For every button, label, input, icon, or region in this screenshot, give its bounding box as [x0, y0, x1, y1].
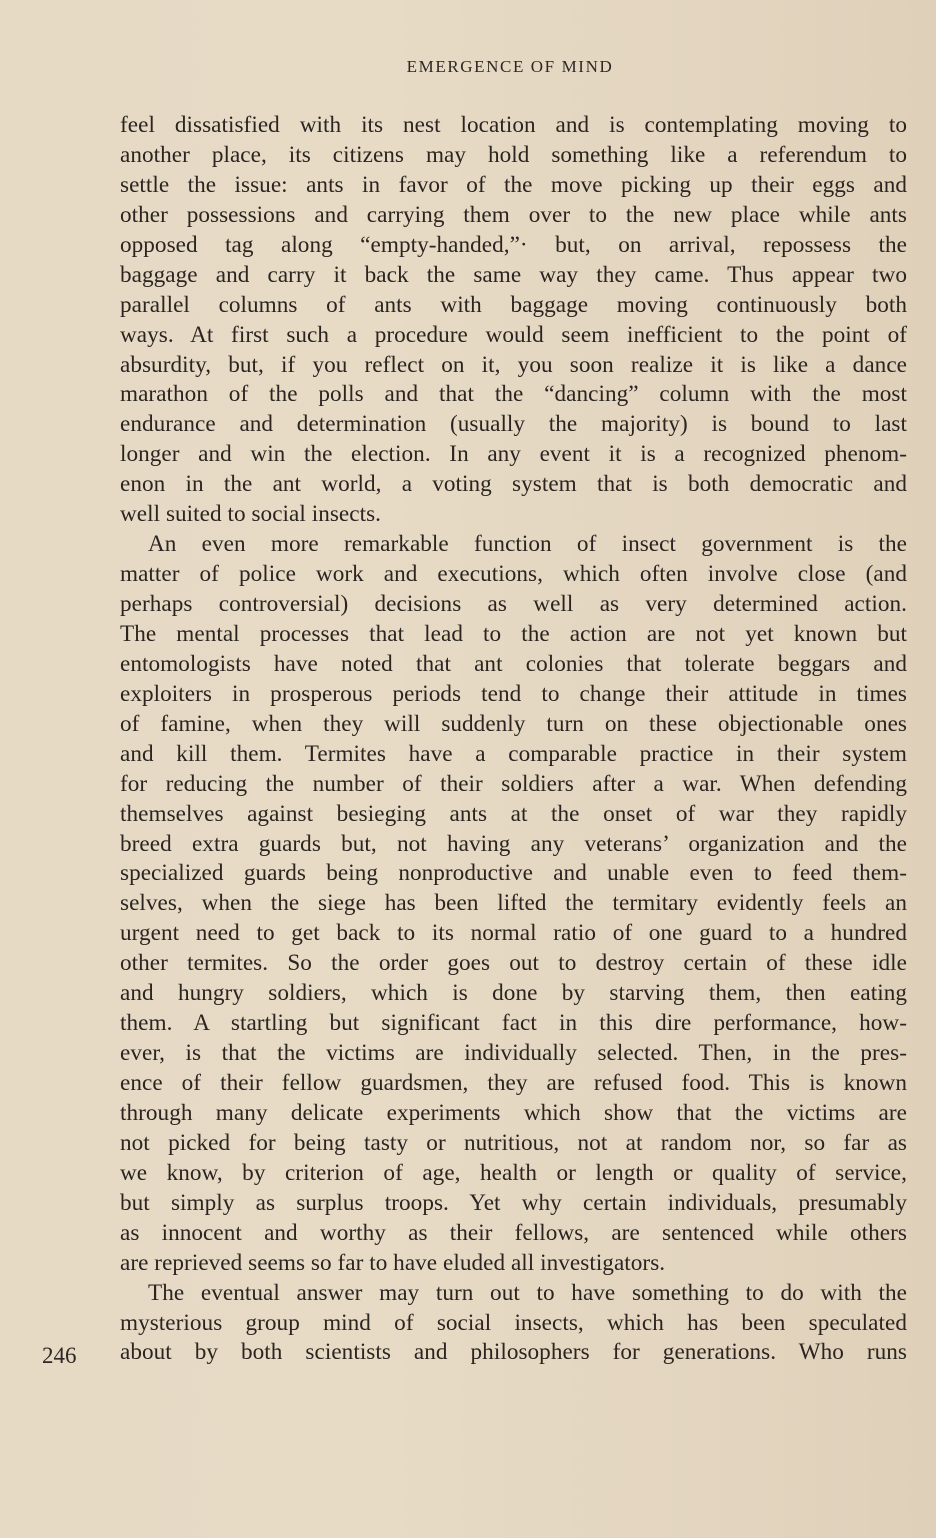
text-line: as innocent and worthy as their fellows, are sentenced while others	[120, 1219, 907, 1246]
text-line: themselves against besieging ants at the onset of war they rapidly	[120, 800, 907, 827]
text-line: absurdity, but, if you reflect on it, you soon realize it is like a dance	[120, 351, 907, 378]
text-line: baggage and carry it back the same way they came. Thus appear two	[120, 261, 907, 288]
text-line: ways. At first such a procedure would seem inefficient to the point of	[120, 321, 907, 348]
page-number: 246	[42, 1343, 77, 1368]
text-line: urgent need to get back to its normal ratio of one guard to a hundred	[120, 920, 907, 947]
text-line: specialized guards being nonproductive and unable even to feed them-	[120, 860, 907, 887]
text-line: An even more remarkable function of insect government is the	[148, 531, 907, 558]
paragraph-1	[120, 111, 907, 530]
text-line: exploiters in prosperous periods tend to change their attitude in times	[120, 680, 907, 707]
text-line: The mental processes that lead to the action are not yet known but	[120, 620, 907, 647]
text-line: parallel columns of ants with baggage moving continuously both	[120, 291, 907, 318]
text-line: for reducing the number of their soldiers after a war. When defending	[120, 770, 907, 797]
text-line: matter of police work and executions, which often involve close (and	[120, 561, 907, 588]
text-line: marathon of the polls and that the “dancing” column with the most	[120, 381, 907, 408]
text-line: mysterious group mind of social insects, which has been speculated	[120, 1309, 907, 1336]
text-line: enon in the ant world, a voting system that is both democratic and	[120, 471, 907, 498]
text-line: about by both scientists and philosophers for generations. Who runs	[120, 1339, 907, 1366]
text-line: are reprieved seems so far to have eluded all investigators.	[120, 1249, 666, 1276]
text-line: other termites. So the order goes out to destroy certain of these idle	[120, 950, 907, 977]
body-text	[120, 111, 907, 1368]
text-line: ence of their fellow guardsmen, they are refused food. This is known	[120, 1070, 907, 1096]
text-line: another place, its citizens may hold something like a referendum to	[120, 141, 907, 168]
text-line: perhaps controversial) decisions as well as very determined action.	[120, 591, 907, 617]
text-line: opposed tag along “empty-handed,”· but, on arrival, repossess the	[120, 231, 907, 258]
paragraph-3	[120, 1279, 907, 1369]
text-line: entomologists have noted that ant colonies that tolerate beggars and	[120, 650, 907, 677]
text-line: through many delicate experiments which show that the victims are	[120, 1099, 907, 1126]
text-line: of famine, when they will suddenly turn on these objectionable ones	[120, 710, 907, 737]
text-line: breed extra guards but, not having any veterans’ organization and the	[120, 830, 907, 857]
text-line: not picked for being tasty or nutritious, not at random nor, so far as	[120, 1129, 907, 1156]
text-line: but simply as surplus troops. Yet why certain individuals, presumably	[120, 1189, 907, 1216]
text-line: feel dissatisfied with its nest location and is contemplating moving to	[120, 112, 907, 138]
text-line: other possessions and carrying them over to the new place while ants	[120, 201, 907, 228]
text-line: and kill them. Termites have a comparable practice in their system	[120, 740, 907, 767]
text-line: and hungry soldiers, which is done by starving them, then eating	[120, 980, 907, 1007]
text-line: selves, when the siege has been lifted the termitary evidently feels an	[120, 890, 907, 917]
text-line: them. A startling but significant fact in this dire performance, how-	[120, 1010, 907, 1037]
paragraph-2	[120, 530, 907, 1278]
running-head: EMERGENCE OF MIND	[406, 57, 614, 76]
text-line: The eventual answer may turn out to have something to do with the	[148, 1279, 907, 1306]
text-line: ever, is that the victims are individually selected. Then, in the pres-	[120, 1040, 907, 1067]
text-line: we know, by criterion of age, health or length or quality of service,	[120, 1159, 907, 1186]
text-line: longer and win the election. In any event it is a recognized phenom-	[120, 441, 907, 468]
text-line: settle the issue: ants in favor of the move picking up their eggs and	[120, 171, 907, 198]
text-line: well suited to social insects.	[120, 501, 382, 528]
text-line: endurance and determination (usually the majority) is bound to last	[120, 411, 907, 438]
